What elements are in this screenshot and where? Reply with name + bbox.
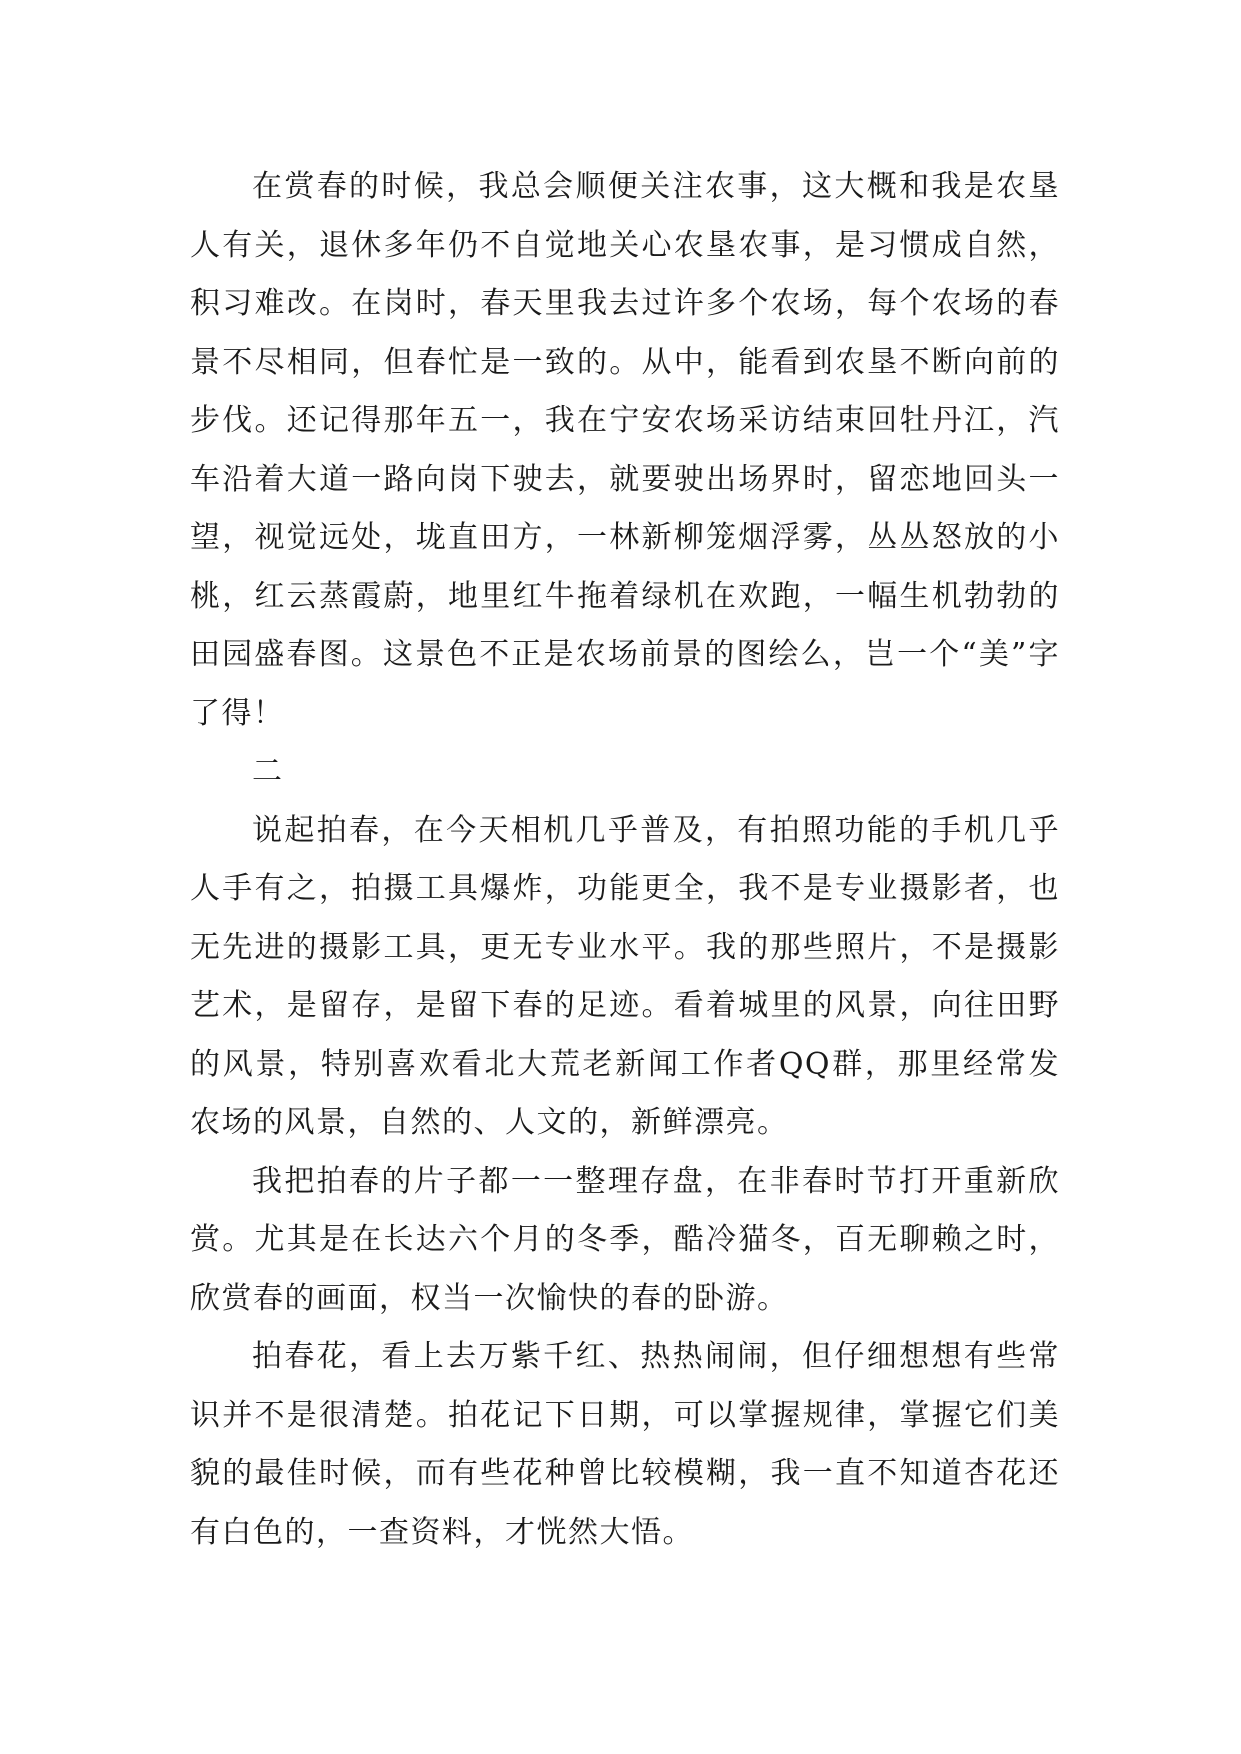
paragraph-4: 拍春花，看上去万紫千红、热热闹闹，但仔细想想有些常识并不是很清楚。拍花记下日期，可以掌握规律，掌握它们美貌的最佳时候，而有些花种曾比较模糊，我一直不知道杏花还有白色的，一查资料，才恍然大悟。 xyxy=(190,1339,1060,1550)
paragraph-2: 说起拍春，在今天相机几乎普及，有拍照功能的手机几乎人手有之，拍摄工具爆炸，功能更全，我不是专业摄影者，也无先进的摄影工具，更无专业水平。我的那些照片，不是摄影艺术，是留存，是留下春的足迹。看着城里的风景，向往田野的风景，特别喜欢看北大荒老新闻工作者QQ群，那里经常发农场的风景，自然的、人文的，新鲜漂亮。 xyxy=(190,812,1060,1140)
paragraph-3: 我把拍春的片子都一一整理存盘，在非春时节打开重新欣赏。尤其是在长达六个月的冬季，酷冷猫冬，百无聊赖之时，欣赏春的画面，权当一次愉快的春的卧游。 xyxy=(190,1163,1060,1316)
body-text xyxy=(190,158,1060,1562)
paragraph-1: 在赏春的时候，我总会顺便关注农事，这大概和我是农垦人有关，退休多年仍不自觉地关心农垦农事，是习惯成自然，积习难改。在岗时，春天里我去过许多个农场，每个农场的春景不尽相同，但春忙是一致的。从中，能看到农垦不断向前的步伐。还记得那年五一，我在宁安农场采访结束回牡丹江，汽车沿着大道一路向岗下驶去，就要驶出场界时，留恋地回头一望，视觉远处，垅直田方，一林新柳笼烟浮雾，丛丛怒放的小桃，红云蒸霞蔚，地里红牛拖着绿机在欢跑，一幅生机勃勃的田园盛春图。这景色不正是农场前景的图绘么，岂一个“美”字了得！ xyxy=(190,169,1060,731)
section-number: 二 xyxy=(252,754,284,789)
